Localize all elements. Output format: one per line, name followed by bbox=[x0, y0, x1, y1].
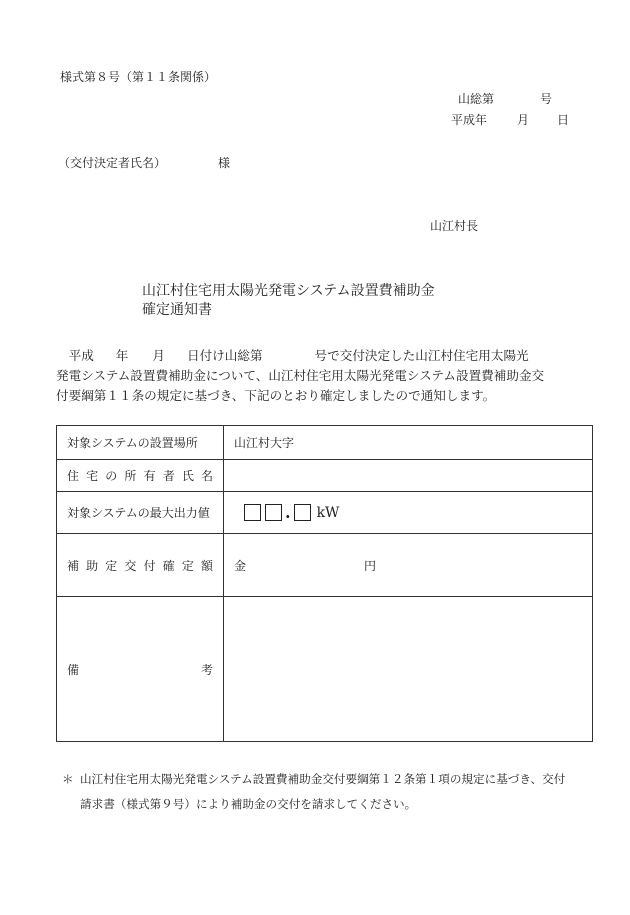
label-char: の bbox=[105, 469, 118, 483]
note-mark: ＊ bbox=[62, 772, 74, 786]
body-paragraph bbox=[56, 346, 596, 406]
value-max-output bbox=[224, 492, 593, 534]
value-remarks bbox=[224, 597, 593, 742]
label-char: 付 bbox=[143, 558, 156, 573]
digit-box bbox=[294, 504, 311, 521]
label-char: 助 bbox=[86, 558, 99, 573]
table-row bbox=[57, 534, 593, 597]
recipient-label: （交付決定者氏名） bbox=[58, 156, 167, 170]
value-install-location: 山江村大字 bbox=[224, 426, 593, 460]
label-char: 有 bbox=[143, 469, 156, 483]
digit-box bbox=[265, 504, 282, 521]
info-table bbox=[56, 425, 593, 742]
value-subsidy-amount bbox=[224, 534, 593, 597]
label-char: 宅 bbox=[86, 469, 99, 483]
yen-prefix: 金 bbox=[234, 558, 247, 573]
note-line-2: 請求書（様式第９号）により補助金の交付を請求してください。 bbox=[80, 797, 417, 811]
year-text: 年 bbox=[115, 348, 129, 363]
decimal-point: . bbox=[285, 503, 291, 522]
label-char: 補 bbox=[67, 558, 80, 573]
date-month: 月 bbox=[517, 113, 530, 127]
table-row bbox=[57, 426, 593, 460]
ref-suffix: 号 bbox=[540, 92, 553, 106]
label-char: 考 bbox=[200, 662, 213, 677]
value-owner-name bbox=[224, 460, 593, 492]
label-char: 備 bbox=[67, 662, 80, 677]
label-remarks bbox=[57, 597, 224, 742]
issuer: 山江村長 bbox=[430, 219, 479, 233]
label-install-location: 対象システムの設置場所 bbox=[57, 426, 224, 460]
decision-text: 号で交付決定した山江村住宅用太陽光 bbox=[314, 348, 529, 363]
label-char: 確 bbox=[162, 558, 175, 573]
label-owner-name bbox=[57, 460, 224, 492]
note-line-1: 山江村住宅用太陽光発電システム設置費補助金交付要綱第１２条第１項の規定に基づき、交付 bbox=[80, 772, 566, 786]
month-text: 月 bbox=[152, 348, 165, 363]
issue-date bbox=[451, 113, 569, 127]
label-char: 名 bbox=[200, 469, 213, 483]
table-row bbox=[57, 492, 593, 534]
label-subsidy-amount bbox=[57, 534, 224, 597]
recipient-line bbox=[58, 156, 230, 170]
body-line-1 bbox=[56, 346, 596, 366]
era-text: 平成 bbox=[68, 348, 94, 363]
ref-prefix: 山総第 bbox=[458, 92, 495, 106]
label-char: 額 bbox=[200, 558, 213, 573]
yen-suffix: 円 bbox=[364, 558, 377, 573]
label-max-output: 対象システムの最大出力値 bbox=[57, 492, 224, 534]
reference-number bbox=[458, 92, 552, 106]
label-char: 定 bbox=[105, 558, 118, 573]
honorific: 様 bbox=[218, 156, 231, 170]
body-line-3: 付要綱第１１条の規定に基づき、下記のとおり確定しましたので通知します。 bbox=[56, 388, 496, 403]
table-row bbox=[57, 460, 593, 492]
date-era: 平成年 bbox=[451, 113, 488, 127]
label-char: 者 bbox=[162, 469, 175, 483]
date-day: 日 bbox=[557, 113, 570, 127]
day-ref-text: 日付け山総第 bbox=[186, 348, 263, 363]
unit-kw: kW bbox=[316, 504, 340, 521]
form-number: 様式第８号（第１１条関係） bbox=[60, 70, 217, 84]
table-row bbox=[57, 597, 593, 742]
document-title-line1: 山江村住宅用太陽光発電システム設置費補助金 bbox=[142, 283, 435, 299]
document-title-line2: 確定通知書 bbox=[142, 302, 212, 318]
body-line-2: 発電システム設置費補助金について、山江村住宅用太陽光発電システム設置費補助金交 bbox=[56, 368, 545, 383]
label-char: 所 bbox=[124, 469, 137, 483]
label-char: 定 bbox=[181, 558, 194, 573]
label-char: 氏 bbox=[181, 469, 194, 483]
label-char: 交 bbox=[124, 558, 137, 573]
digit-box bbox=[244, 504, 261, 521]
label-char: 住 bbox=[67, 469, 80, 483]
